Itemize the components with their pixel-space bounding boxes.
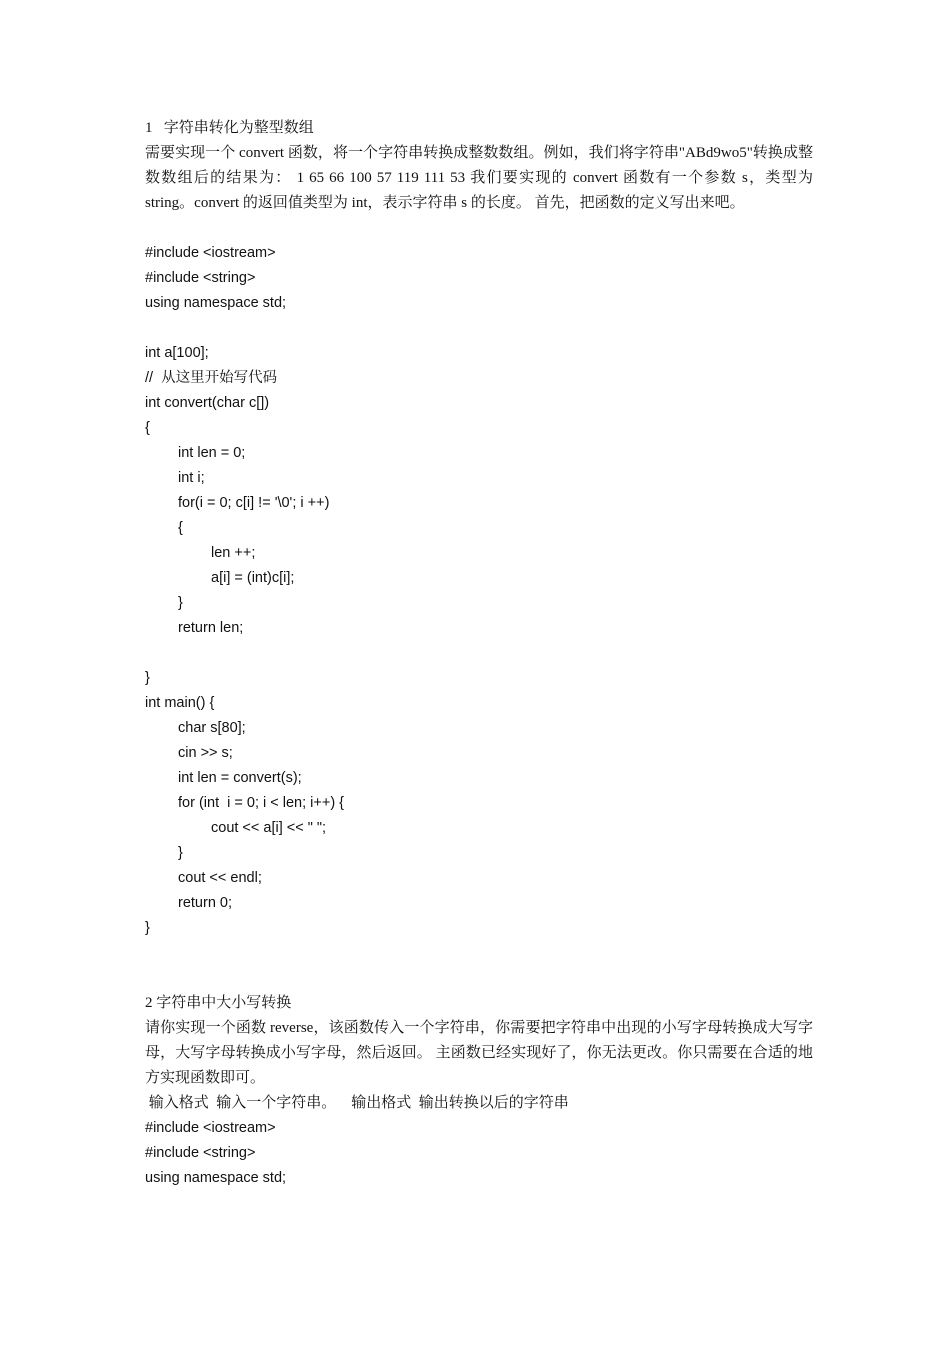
section1-title: 1 字符串转化为整型数组 xyxy=(145,120,314,136)
section2-title: 2 字符串中大小写转换 xyxy=(145,995,292,1011)
code-line: cout << a[i] << " "; xyxy=(211,820,327,836)
section2-io-format: 输入格式 输入一个字符串。 输出格式 输出转换以后的字符串 xyxy=(145,1095,569,1111)
code-line: char s[80]; xyxy=(178,720,246,736)
code-line: #include <string> xyxy=(145,270,256,286)
spacer xyxy=(145,641,813,666)
code-line: for(i = 0; c[i] != '\0'; i ++) xyxy=(178,495,330,511)
code-line: #include <iostream> xyxy=(145,1120,276,1136)
code-line: int len = 0; xyxy=(178,445,246,461)
code-line: int main() { xyxy=(145,695,215,711)
code-line: len ++; xyxy=(211,545,256,561)
code-comment: // 从这里开始写代码 xyxy=(145,370,278,386)
document-page xyxy=(145,116,813,1191)
section1-description: 需要实现一个 convert 函数，将一个字符串转换成整数数组。例如，我们将字符串"ABd9wo5"转换成整数数组后的结果为： 1 65 66 100 57 119 111 53 我们要实现的 convert 函数有一个参数 s，类型为 string。convert 的返回值类型为 int，表示字符串 s 的长度。 首先，把函数的定义写出来吧。 xyxy=(145,145,813,211)
code-line: int a[100]; xyxy=(145,345,209,361)
code-line: } xyxy=(145,920,150,936)
code-line: int i; xyxy=(178,470,205,486)
spacer xyxy=(145,216,813,241)
code-line: return 0; xyxy=(178,895,232,911)
code-line: } xyxy=(178,595,183,611)
code-line: cin >> s; xyxy=(178,745,233,761)
code-line: a[i] = (int)c[i]; xyxy=(211,570,295,586)
code-line: return len; xyxy=(178,620,244,636)
code-line: #include <string> xyxy=(145,1145,256,1161)
code-line: cout << endl; xyxy=(178,870,262,886)
spacer xyxy=(145,316,813,341)
code-line: { xyxy=(178,520,183,536)
code-line: } xyxy=(145,670,150,686)
spacer xyxy=(145,941,813,991)
code-line: #include <iostream> xyxy=(145,245,276,261)
code-line: { xyxy=(145,420,150,436)
code-line: int convert(char c[]) xyxy=(145,395,270,411)
section2-description: 请你实现一个函数 reverse，该函数传入一个字符串，你需要把字符串中出现的小写字母转换成大写字母，大写字母转换成小写字母，然后返回。 主函数已经实现好了，你无法更改。你只需要在合适的地方实现函数即可。 xyxy=(145,1020,813,1086)
code-line: using namespace std; xyxy=(145,295,287,311)
code-line: } xyxy=(178,845,183,861)
code-line: int len = convert(s); xyxy=(178,770,302,786)
code-line: for (int i = 0; i < len; i++) { xyxy=(178,795,345,811)
code-line: using namespace std; xyxy=(145,1170,287,1186)
